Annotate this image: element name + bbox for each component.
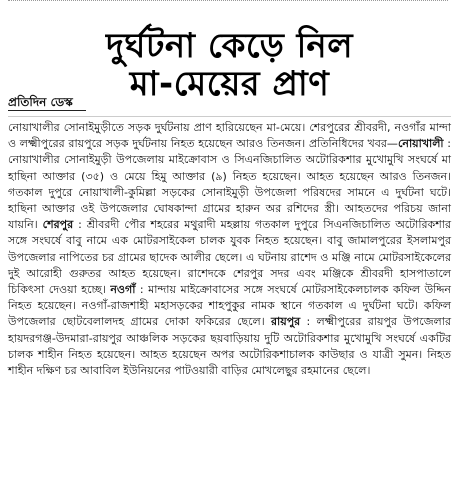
dateline-noakhali: নোয়াখালী (397, 137, 444, 151)
article-intro: নোয়াখালীর সোনাইমুড়ীতে সড়ক দুর্ঘটনায় প্রাণ হারিয়েছেন মা-মেয়ে। শেরপুরের শ্রীবরদী, নওগাঁর মান্দা ও লক্ষ্মীপুরের রায়পুরে সড়ক দুর্ঘটনায় নিহত হয়েছেন আরও তিনজন। প্রতিনিধিদের খবর— (8, 121, 451, 151)
article-sherpur-text: : শ্রীবরদী পৌর শহরের মথুরাদী মহল্লায় গতকাল দুপুরে সিএনজিচালিত অটোরিকশার সঙ্গে সংঘর্ষে বাবু নামে এক মোটরসাইকেল চালক যুবক নিহত হয়েছেন। বাবু জামালপুরের ইসলামপুর উপজেলার নাপিতের চর গ্রামের ছাদেক আলীর ছেলে। এ ঘটনায় রাশেদ ও মঞ্জি নামে মোটরসাইকেলের দুই আরোহী গুরুতর আহত হয়েছেন। রাশেদকে শেরপুর সদর এবং মঞ্জিকে শ্রীবরদী হাসপাতালে চিকিৎসা দেওয়া হচ্ছে। (8, 218, 451, 297)
dateline-raipur: রায়পুর (270, 315, 301, 329)
byline: প্রতিদিন ডেস্ক (8, 95, 73, 109)
article-body (8, 120, 451, 379)
headline (0, 26, 459, 105)
top-cut-edge (8, 0, 448, 5)
section-divider (8, 116, 451, 117)
byline-underline (8, 110, 86, 111)
article-raipur-text: : লক্ষ্মীপুরের রায়পুর উপজেলার হায়দরগঞ্জ-উদমারা-রায়পুর আঞ্চলিক সড়কের ছয়বাড়িয়ায় দুটি অটোরিকশার মুখোমুখি সংঘর্ষে একটির চালক শাহীন নিহত হয়েছেন। আহত হয়েছেন অপর অটোরিকশাচালক কাউছার ও যাত্রী সুমন। নিহত শাহীন দক্ষিণ চর আবাবিল ইউনিয়নের পাটওয়ারী বাড়ির মোখলেছুর রহমানের ছেলে। (8, 315, 451, 378)
dateline-naogaon: নওগাঁ (110, 283, 136, 297)
headline-line-2: মা-মেয়ের প্রাণ (129, 64, 330, 105)
article-noakhali-text: : নোয়াখালীর সোনাইমুড়ী উপজেলায় মাইক্রোবাস ও সিএনজিচালিত অটোরিকশার মুখোমুখি সংঘর্ষে মা হাছিনা আক্তার (৩৫) ও মেয়ে হিমু আক্তার (৯) নিহত হয়েছেন। আহত হয়েছেন আরও তিনজন। গতকাল দুপুরে নোয়াখালী-কুমিল্লা সড়কের সোনাইমুড়ী উপজেলা পরিষদের সামনে এ দুর্ঘটনা ঘটে। হাছিনা আক্তার ওই উপজেলার ঘোষকান্দা গ্রামের হারুন অর রশিদের স্ত্রী। আহতদের পরিচয় জানা যায়নি। (8, 137, 452, 232)
headline-line-1: দুর্ঘটনা কেড়ে নিল (105, 26, 354, 67)
article-naogaon-text: : মান্দায় মাইক্রোবাসের সঙ্গে সংঘর্ষে মোটরসাইকেলচালক কফিল উদ্দিন নিহত হয়েছেন। নওগাঁ-রাজশাহী মহাসড়কের শাহপুকুর নামক স্থানে গতকাল এ দুর্ঘটনা ঘটে। কফিল উপজেলার ছোটবেলালদহ গ্রামের দোকা ফকিরের ছেলে। (8, 283, 451, 329)
dateline-sherpur: শেরপুর (42, 218, 74, 232)
